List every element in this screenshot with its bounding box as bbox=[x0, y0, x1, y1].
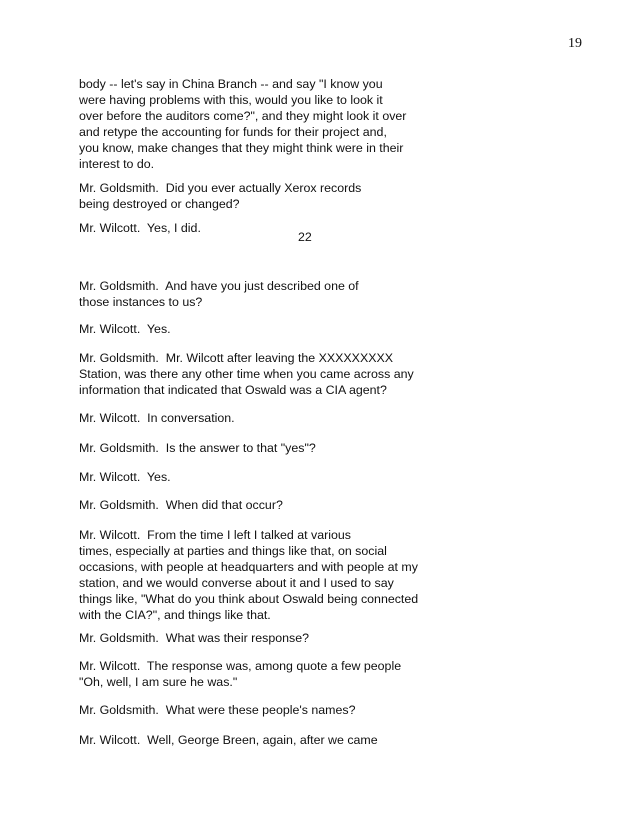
text-line: Mr. Wilcott. The response was, among quote a few people bbox=[79, 659, 402, 673]
text-line: those instances to us? bbox=[79, 295, 203, 309]
text-line: "Oh, well, I am sure he was." bbox=[79, 675, 238, 689]
paragraph bbox=[79, 410, 235, 426]
paragraph bbox=[79, 469, 171, 485]
paragraph bbox=[79, 702, 355, 718]
paragraph bbox=[79, 497, 283, 513]
paragraph bbox=[79, 321, 171, 337]
text-line: were having problems with this, would you like to look it bbox=[79, 93, 383, 107]
text-line: Mr. Wilcott. Yes. bbox=[79, 322, 171, 336]
text-line: over before the auditors come?", and they might look it over bbox=[79, 109, 407, 123]
text-line: with the CIA?", and things like that. bbox=[79, 608, 271, 622]
text-line: Station, was there any other time when you came across any bbox=[79, 367, 414, 381]
paragraph bbox=[79, 440, 316, 456]
text-line: Mr. Wilcott. In conversation. bbox=[79, 411, 235, 425]
page-number: 19 bbox=[568, 36, 582, 51]
text-line: Mr. Wilcott. From the time I left I talked at various bbox=[79, 528, 351, 542]
text-line: Mr. Goldsmith. What was their response? bbox=[79, 631, 310, 645]
text-line: Mr. Goldsmith. When did that occur? bbox=[79, 498, 283, 512]
text-line: Mr. Goldsmith. Is the answer to that "yes"? bbox=[79, 441, 316, 455]
text-line: you know, make changes that they might think were in their bbox=[79, 141, 404, 155]
paragraph bbox=[79, 732, 378, 748]
sub-page-number: 22 bbox=[298, 230, 312, 244]
text-line: times, especially at parties and things like that, on social bbox=[79, 544, 387, 558]
text-line: Mr. Goldsmith. Did you ever actually Xerox records bbox=[79, 181, 362, 195]
paragraph bbox=[79, 350, 414, 398]
text-line: information that indicated that Oswald was a CIA agent? bbox=[79, 383, 387, 397]
text-line: Mr. Goldsmith. And have you just described one of bbox=[79, 279, 359, 293]
text-line: being destroyed or changed? bbox=[79, 197, 240, 211]
text-line: Mr. Wilcott. Well, George Breen, again, after we came bbox=[79, 733, 378, 747]
paragraph bbox=[79, 278, 359, 310]
text-line: interest to do. bbox=[79, 157, 155, 171]
text-line: things like, "What do you think about Oswald being connected bbox=[79, 592, 419, 606]
text-line: body -- let's say in China Branch -- and say "I know you bbox=[79, 77, 383, 91]
paragraph bbox=[79, 76, 406, 172]
paragraph bbox=[79, 527, 418, 623]
paragraph bbox=[79, 630, 309, 646]
paragraph bbox=[79, 220, 201, 236]
text-line: station, and we would converse about it and I used to say bbox=[79, 576, 394, 590]
text-line: Mr. Wilcott. Yes, I did. bbox=[79, 221, 201, 235]
paragraph bbox=[79, 658, 401, 690]
text-line: and retype the accounting for funds for their project and, bbox=[79, 125, 387, 139]
text-line: Mr. Goldsmith. What were these people's names? bbox=[79, 703, 356, 717]
text-line: occasions, with people at headquarters and with people at my bbox=[79, 560, 418, 574]
text-line: Mr. Goldsmith. Mr. Wilcott after leaving the XXXXXXXXX bbox=[79, 351, 394, 365]
text-line: Mr. Wilcott. Yes. bbox=[79, 470, 171, 484]
paragraph bbox=[79, 180, 361, 212]
